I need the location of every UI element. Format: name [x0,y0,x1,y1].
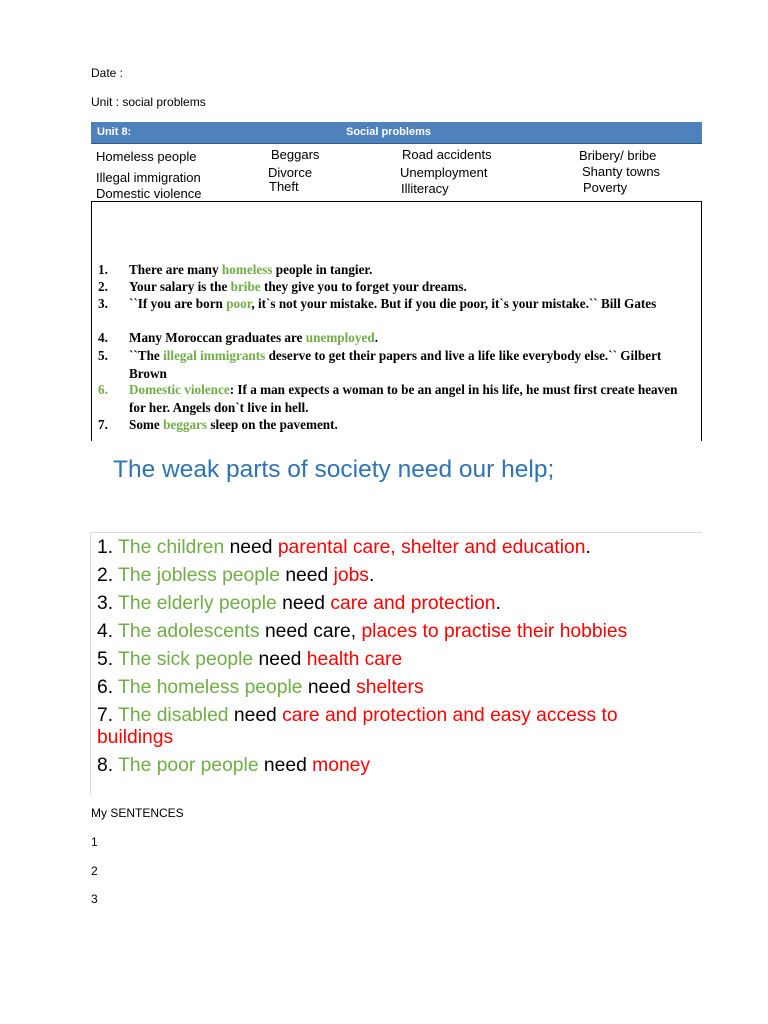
vocab-word: Illiteracy [401,181,449,196]
my-sentence-line[interactable]: 1 [91,835,98,849]
need-item: 8. The poor people need money [97,755,371,776]
date-label: Date : [91,66,124,80]
need-item: 6. The homeless people need shelters [97,677,424,698]
my-sentences-title: My SENTENCES [91,806,184,820]
need-item: 2. The jobless people need jobs. [97,565,375,586]
vocab-word: Unemployment [400,165,488,180]
example-sentence: 4. Many Moroccan graduates are unemployed. [98,330,378,345]
weak-parts-heading: The weak parts of society need our help; [113,456,555,483]
vocab-word: Road accidents [402,147,492,162]
vocab-word: Divorce [268,165,313,180]
vocab-word: Illegal immigration [96,170,201,185]
need-item: 5. The sick people need health care [97,649,403,670]
need-item: 7. The disabled need care and protection and easy access to buildings [97,705,618,748]
vocab-word: Theft [269,179,299,194]
vocab-word: Beggars [271,147,320,162]
vocab-word: Poverty [583,180,628,195]
unit-label: Unit : social problems [91,95,206,109]
need-item: 3. The elderly people need care and protection. [97,593,501,614]
example-sentence: 5. ``The illegal immigrants deserve to get their papers and live a life like everybody else.`` Gilbert Brown [98,348,662,381]
vocab-word: Homeless people [96,149,197,164]
example-sentence: 6. Domestic violence: If a man expects a woman to be an angel in his life, he must first create heaven for her. Angels don`t live in hell. [98,382,678,415]
vocab-word: Domestic violence [96,186,202,201]
my-sentence-line[interactable]: 3 [91,892,98,906]
vocab-grid [91,144,702,202]
example-sentence: 7. Some beggars sleep on the pavement. [98,417,338,432]
vocab-title: Social problems [346,126,431,138]
example-sentences-box [91,201,702,441]
need-item: 4. The adolescents need care, places to practise their hobbies [97,621,628,642]
vocab-unit: Unit 8: [97,126,132,138]
my-sentence-line[interactable]: 2 [91,864,98,878]
example-sentence: 3. ``If you are born poor, it`s not your mistake. But if you die poor, it`s your mistake.`` Bill Gates [98,296,657,311]
vocab-table-header [91,122,702,144]
example-sentence: 1. There are many homeless people in tangier. [98,262,373,277]
needs-list [90,532,702,795]
need-item: 1. The children need parental care, shelter and education. [97,537,591,558]
example-sentence: 2. Your salary is the bribe they give you to forget your dreams. [98,279,467,294]
vocab-word: Shanty towns [582,164,661,179]
vocab-word: Bribery/ bribe [579,148,657,163]
